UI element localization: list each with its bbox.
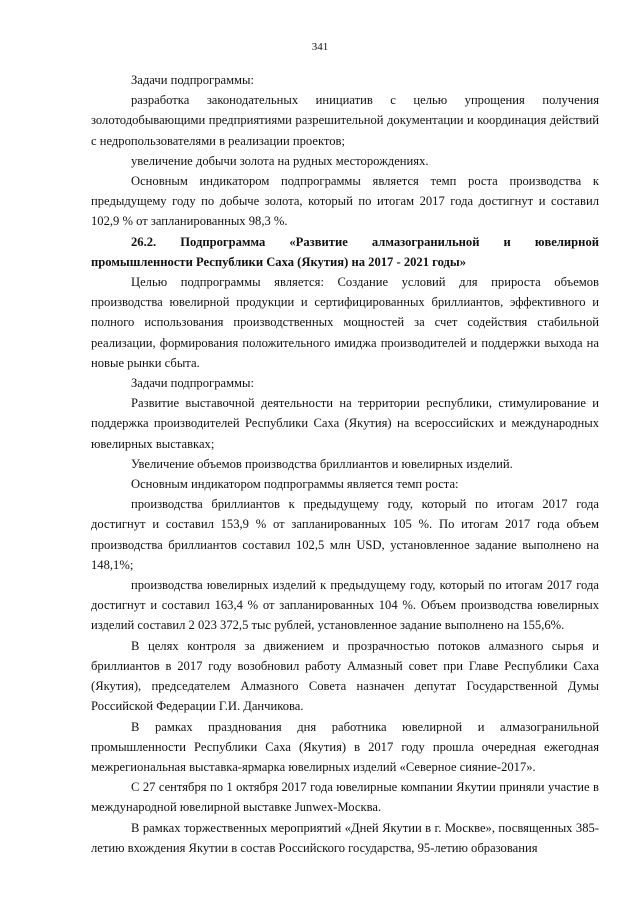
paragraph-task-exhibitions: Развитие выставочной деятельности на территории республики, стимулирование и поддержка производителей Республики Саха (Якутия) на всероссийских и международных ювелирных выставках;	[91, 396, 599, 451]
paragraph-task-diamonds-jewelry: Увеличение объемов производства бриллиантов и ювелирных изделий.	[131, 456, 513, 471]
paragraph-diamond-production: производства бриллиантов к предыдущему году, который по итогам 2017 года достигнут и составил 153,9 % от запланированных 105 %. По итогам 2017 года объем производства бриллиантов составил 102,5 млн USD, установленное задание выполнено на 148,1%;	[91, 497, 599, 572]
paragraph-indicator-intro: Основным индикатором подпрограммы является темп роста:	[131, 477, 459, 492]
paragraph-diamond-council: В целях контроля за движением и прозрачностью потоков алмазного сырья и бриллиантов в 2017 году возобновил работу Алмазный совет при Главе Республики Саха (Якутия), председателем Алмазного Совета назначен депутат Государственной Думы Российской Федерации Г.И. Данчикова.	[91, 638, 599, 714]
page-number: 341	[311, 41, 329, 53]
paragraph-junwex-moscow: С 27 сентября по 1 октября 2017 года ювелирные компании Якутии приняли участие в международной ювелирной выставке Junwex-Москва.	[91, 780, 599, 815]
paragraph-task-gold-output: увеличение добычи золота на рудных месторождениях.	[131, 153, 429, 168]
paragraph-yakutia-days: В рамках торжественных мероприятий «Дней Якутии в г. Москве», посвященных 385-летию вхождения Якутии в состав Российского государства, 95-летию образования	[91, 820, 599, 855]
paragraph-northern-lights-fair: В рамках празднования дня работника ювелирной и алмазогранильной промышленности Республики Саха (Якутия) в 2017 году прошла очередная ежегодная межрегиональная выставка-ярмарка ювелирных изделий «Северное сияние-2017».	[91, 719, 599, 774]
paragraph-tasks-heading-2: Задачи подпрограммы:	[131, 376, 254, 391]
paragraph-gold-indicator: Основным индикатором подпрограммы является темп роста производства к предыдущему году по добыче золота, который по итогам 2017 года достигнут и составил 102,9 % от запланированных 98,3 %.	[91, 174, 599, 229]
paragraph-tasks-heading: Задачи подпрограммы:	[131, 73, 254, 87]
paragraph-jewelry-production: производства ювелирных изделий к предыдущему году, который по итогам 2017 года достигнут и составил 163,4 % от запланированных 104 %. Объем производства ювелирных изделий составил 2 023 372,5 тыс рублей, установленное задание выполнено на 155,6%.	[91, 578, 599, 633]
section-heading-26-2: 26.2. Подпрограмма «Развитие алмазогранильной и ювелирной промышленности Республики Саха (Якутия) на 2017 - 2021 годы»	[91, 234, 599, 269]
paragraph-subprogram-goal: Целью подпрограммы является: Создание условий для прироста объемов производства ювелирной продукции и сертифицированных бриллиантов, эффективного и полного использования производственных мощностей за счет содействия стабильной реализации, формирования положительного имиджа производителей и поддержки выхода на новые рынки сбыта.	[91, 275, 599, 370]
paragraph-task-legislation: разработка законодательных инициатив с целью упрощения получения золотодобывающими предприятиями разрешительной документации и координация действий с недропользователями в реализации проектов;	[91, 93, 599, 148]
document-body	[91, 70, 599, 858]
